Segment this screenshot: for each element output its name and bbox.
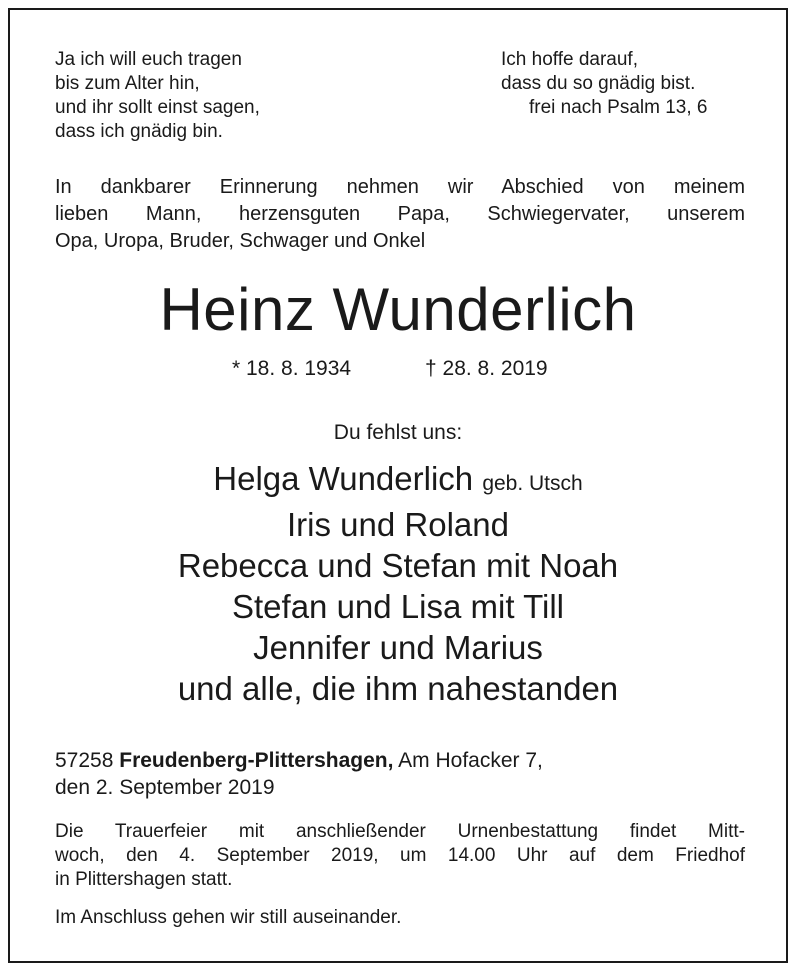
address-line — [55, 747, 543, 774]
service-info — [55, 820, 745, 892]
death-date: † 28. 8. 2019 — [425, 357, 548, 380]
verse-line: bis zum Alter hin, — [55, 73, 200, 94]
mourners-list — [10, 458, 786, 709]
mourners-heading: Du fehlst uns: — [333, 421, 463, 444]
mourner-line — [10, 458, 786, 504]
mourner-name: Helga Wunderlich — [213, 460, 474, 497]
verse-left — [55, 48, 260, 144]
obituary-notice — [8, 8, 788, 963]
closing-note: Im Anschluss gehen wir still auseinander. — [55, 907, 402, 928]
service-line: in Plittershagen statt. — [55, 869, 233, 890]
street: Am Hofacker 7, — [398, 749, 543, 772]
place-name: Freudenberg-Plittershagen, — [119, 749, 394, 772]
verse-right — [501, 48, 707, 120]
mourner-line: Stefan und Lisa mit Till — [232, 588, 564, 625]
deceased-name: Heinz Wunderlich — [159, 276, 637, 343]
service-line: woch, den 4. September 2019, um 14.00 Uhr auf dem Friedhof — [55, 845, 745, 866]
mourner-line: und alle, die ihm nahestanden — [177, 670, 619, 707]
service-line: Die Trauerfeier mit anschließender Urnenbestattung findet Mitt- — [55, 821, 745, 842]
maiden-name-note: geb. Utsch — [482, 472, 583, 495]
mourner-line: Iris und Roland — [287, 506, 509, 543]
mourner-line: Rebecca und Stefan mit Noah — [177, 547, 619, 584]
intro-line: lieben Mann, herzensguten Papa, Schwiegervater, unserem — [55, 203, 745, 225]
verse-line: dass ich gnädig bin. — [55, 121, 223, 142]
intro-line: In dankbarer Erinnerung nehmen wir Abschied von meinem — [55, 176, 745, 198]
verse-line: dass du so gnädig bist. — [501, 73, 696, 94]
intro-text — [55, 174, 745, 255]
intro-line: Opa, Uropa, Bruder, Schwager und Onkel — [55, 230, 426, 252]
verse-line: und ihr sollt einst sagen, — [55, 97, 260, 118]
verse-source: frei nach Psalm 13, 6 — [529, 97, 708, 118]
verse-line: Ich hoffe darauf, — [501, 49, 638, 70]
address-block — [55, 747, 543, 801]
mourner-line: Jennifer und Marius — [253, 629, 543, 666]
verse-line: Ja ich will euch tragen — [55, 49, 242, 70]
birth-date: * 18. 8. 1934 — [232, 357, 352, 380]
notice-date: den 2. September 2019 — [55, 776, 275, 799]
zip-code: 57258 — [55, 749, 114, 772]
